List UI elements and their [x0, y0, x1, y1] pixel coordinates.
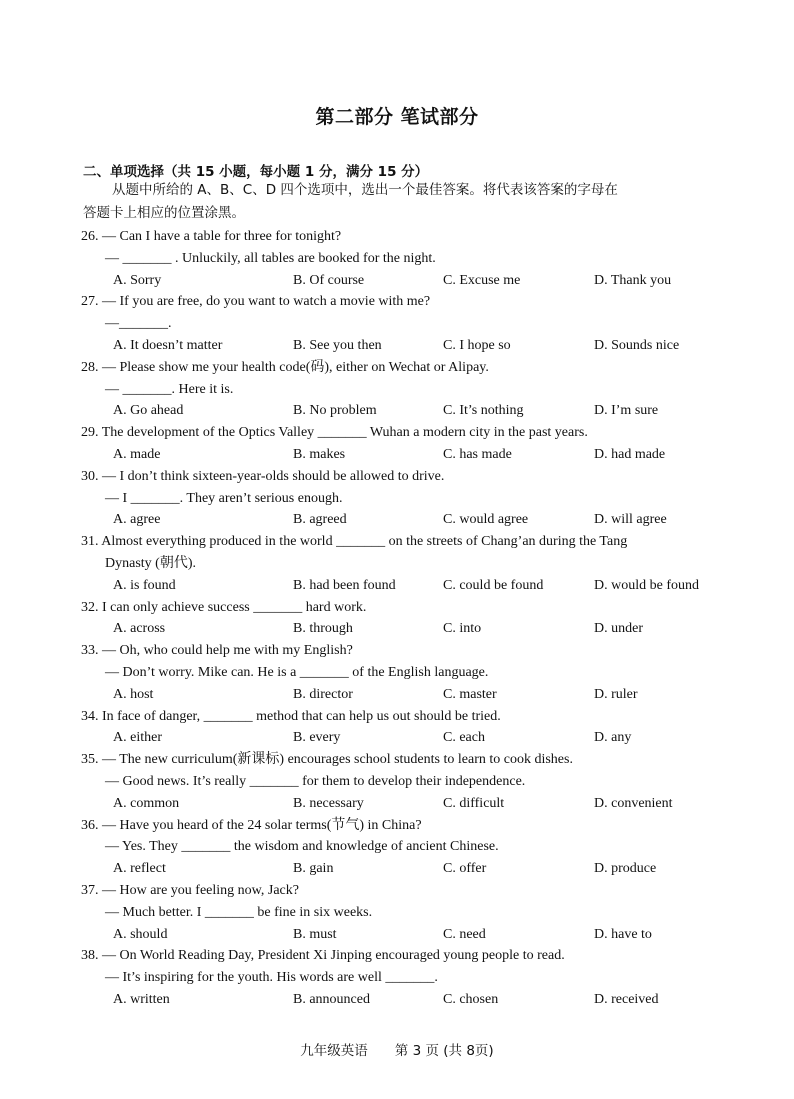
answer-options — [81, 727, 761, 749]
option-c: C. offer — [443, 861, 487, 877]
option-a: A. should — [113, 926, 168, 942]
option-d: D. I’m sure — [594, 403, 659, 419]
question-list — [81, 226, 761, 1011]
option-b: B. every — [293, 730, 341, 746]
answer-options — [81, 684, 761, 706]
option-d: D. any — [594, 730, 632, 746]
question-line: — I _______. They aren’t serious enough. — [105, 490, 343, 506]
question-line: — _______ . Unluckily, all tables are booked for the night. — [105, 250, 436, 266]
option-c: C. could be found — [443, 577, 544, 593]
option-c: C. master — [443, 686, 497, 702]
question-line: — _______. Here it is. — [105, 381, 234, 397]
page-footer: 九年级英语 第 3 页 (共 8页) — [300, 1043, 494, 1059]
option-c: C. need — [443, 926, 486, 942]
option-a: A. agree — [113, 512, 161, 528]
option-d: D. will agree — [594, 512, 667, 528]
option-d: D. would be found — [594, 577, 699, 593]
option-b: B. gain — [293, 861, 334, 877]
option-d: D. Thank you — [594, 272, 672, 288]
option-a: A. written — [113, 991, 170, 1007]
option-b: B. See you then — [293, 337, 382, 353]
question-line: — Much better. I _______ be fine in six weeks. — [105, 904, 373, 920]
option-a: A. Go ahead — [113, 403, 184, 419]
answer-options — [81, 618, 761, 640]
question-line: — Yes. They _______ the wisdom and knowledge of ancient Chinese. — [105, 839, 499, 855]
option-a: A. made — [113, 446, 161, 462]
option-d: D. convenient — [594, 795, 673, 811]
answer-options — [81, 989, 761, 1011]
question-item — [81, 815, 761, 880]
section-instructions — [83, 179, 723, 225]
option-d: D. ruler — [594, 686, 638, 702]
option-c: C. chosen — [443, 991, 499, 1007]
answer-options — [81, 575, 761, 597]
option-a: A. common — [113, 795, 180, 811]
answer-options — [81, 858, 761, 880]
option-a: A. host — [113, 686, 154, 702]
answer-options — [81, 400, 761, 422]
option-c: C. It’s nothing — [443, 403, 524, 419]
question-item — [81, 466, 761, 531]
question-item — [81, 226, 761, 291]
question-stem: 35. — The new curriculum(新课标) encourages school students to learn to cook dishes. — [81, 752, 573, 768]
option-c: C. difficult — [443, 795, 505, 811]
option-b: B. makes — [293, 446, 346, 462]
question-stem: 30. — I don’t think sixteen-year-olds should be allowed to drive. — [81, 468, 445, 484]
section-heading: 二、单项选择（共 15 小题，每小题 1 分，满分 15 分） — [83, 164, 429, 180]
option-d: D. produce — [594, 861, 657, 877]
question-stem: 26. — Can I have a table for three for tonight? — [81, 229, 342, 244]
instruction-line-2: 答题卡上相应的位置涂黑。 — [83, 205, 245, 221]
question-stem: 29. The development of the Optics Valley _______ Wuhan a modern city in the past years. — [81, 425, 588, 441]
option-b: B. necessary — [293, 795, 364, 811]
question-item — [81, 880, 761, 945]
page-title: 第二部分 笔试部分 — [315, 106, 479, 128]
option-d: D. received — [594, 991, 659, 1007]
question-item — [81, 531, 761, 596]
question-stem: 36. — Have you heard of the 24 solar terms(节气) in China? — [81, 817, 422, 833]
option-a: A. either — [113, 730, 162, 746]
answer-options — [81, 270, 761, 292]
question-stem: 32. I can only achieve success _______ hard work. — [81, 599, 367, 615]
option-c: C. has made — [443, 446, 512, 462]
answer-options — [81, 444, 761, 466]
option-c: C. Excuse me — [443, 272, 521, 288]
option-d: D. under — [594, 621, 643, 637]
answer-options — [81, 509, 761, 531]
question-stem: 27. — If you are free, do you want to watch a movie with me? — [81, 294, 431, 310]
option-c: C. into — [443, 621, 482, 637]
question-line: — It’s inspiring for the youth. His words are well _______. — [105, 970, 438, 986]
option-b: B. announced — [293, 991, 370, 1007]
option-a: A. Sorry — [113, 272, 162, 288]
option-a: A. It doesn’t matter — [113, 337, 223, 353]
question-line: Dynasty (朝代). — [105, 555, 196, 571]
question-stem: 34. In face of danger, _______ method that can help us out should be tried. — [81, 708, 501, 724]
question-item — [81, 597, 761, 641]
question-item — [81, 422, 761, 466]
option-b: B. through — [293, 621, 353, 637]
option-a: A. is found — [113, 577, 176, 593]
option-a: A. across — [113, 621, 166, 637]
question-stem: 37. — How are you feeling now, Jack? — [81, 882, 299, 898]
option-b: B. must — [293, 926, 337, 942]
option-d: D. had made — [594, 446, 666, 462]
option-b: B. director — [293, 686, 353, 702]
option-c: C. I hope so — [443, 337, 511, 353]
question-line: —_______. — [105, 316, 172, 332]
answer-options — [81, 335, 761, 357]
answer-options — [81, 924, 761, 946]
question-line: — Good news. It’s really _______ for them to develop their independence. — [105, 773, 526, 789]
question-stem: 38. — On World Reading Day, President Xi Jinping encouraged young people to read. — [81, 948, 565, 964]
question-line: — Don’t worry. Mike can. He is a _______ of the English language. — [105, 664, 489, 680]
question-item — [81, 291, 761, 356]
question-stem: 28. — Please show me your health code(码), either on Wechat or Alipay. — [81, 359, 489, 375]
question-stem: 33. — Oh, who could help me with my English? — [81, 643, 353, 659]
option-d: D. Sounds nice — [594, 337, 680, 353]
question-stem: 31. Almost everything produced in the world _______ on the streets of Chang’an during the Tang — [81, 534, 628, 550]
option-c: C. would agree — [443, 512, 529, 528]
option-b: B. agreed — [293, 512, 347, 528]
question-item — [81, 749, 761, 814]
option-b: B. No problem — [293, 403, 377, 419]
option-b: B. had been found — [293, 577, 396, 593]
question-item — [81, 640, 761, 705]
question-item — [81, 706, 761, 750]
option-c: C. each — [443, 730, 485, 746]
option-d: D. have to — [594, 926, 652, 942]
option-b: B. Of course — [293, 272, 365, 288]
instruction-line-1: 从题中所给的 A、B、C、D 四个选项中，选出一个最佳答案。将代表该答案的字母在 — [112, 182, 618, 198]
answer-options — [81, 793, 761, 815]
option-a: A. reflect — [113, 861, 166, 877]
question-item — [81, 357, 761, 422]
question-item — [81, 945, 761, 1010]
